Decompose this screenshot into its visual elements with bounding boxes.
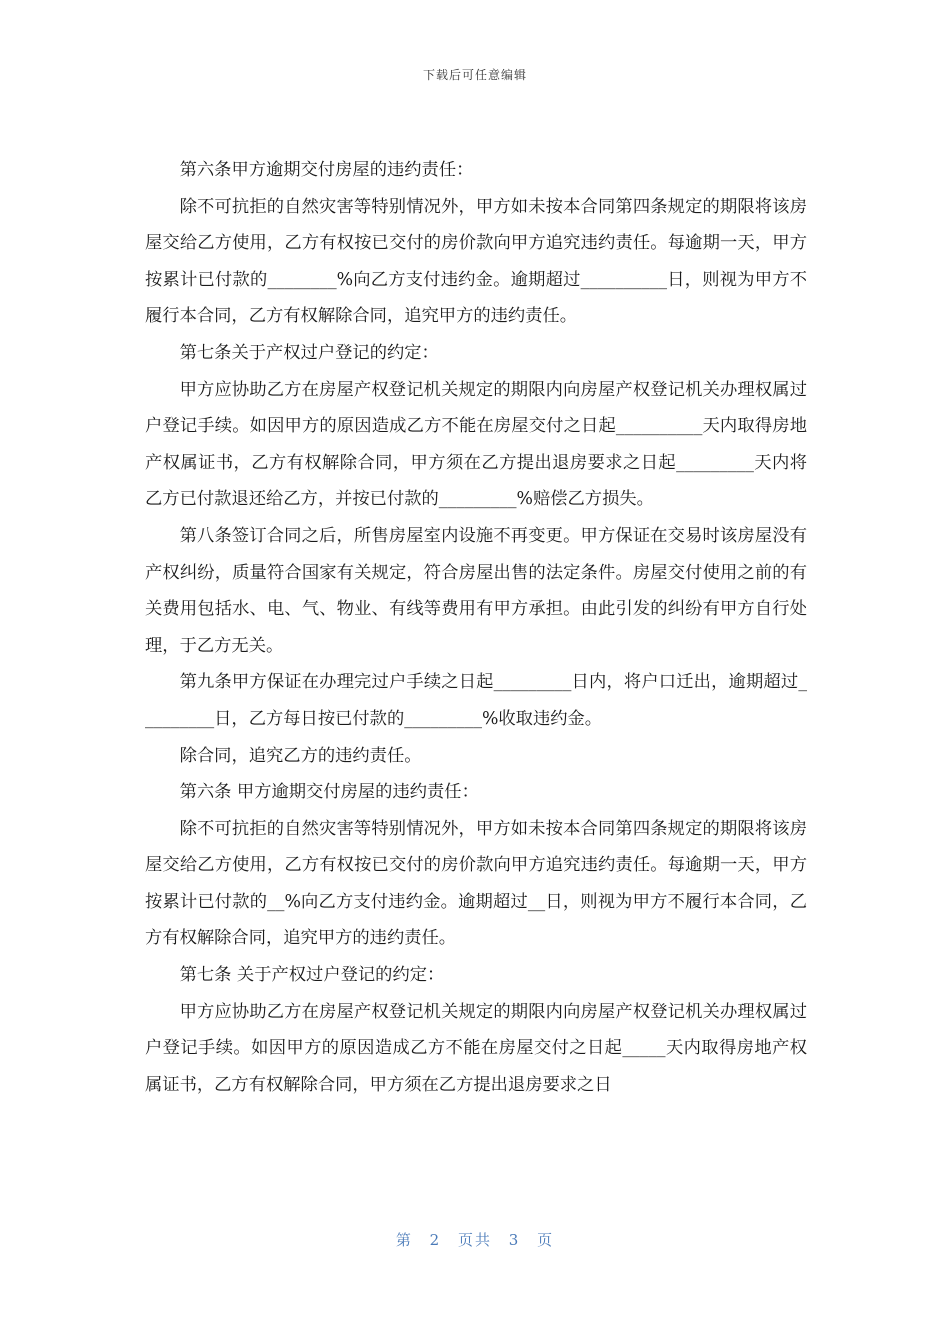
page-number: 第 2 页共 3 页 xyxy=(395,1231,555,1249)
article-7-body: 甲方应协助乙方在房屋产权登记机关规定的期限内向房屋产权登记机关办理权属过户登记手续。如因甲方的原因造成乙方不能在房屋交付之日起__________天内取得房地产权属证书，乙方有权解除合同，甲方须在乙方提出退房要求之日起_________天内将乙方已付款退还给乙方，并按已付款的_________%赔偿乙方损失。 xyxy=(145,379,807,510)
article-6-title: 第六条甲方逾期交付房屋的违约责任： xyxy=(179,160,474,180)
article-6-title-repeat: 第六条 甲方逾期交付房屋的违约责任： xyxy=(179,782,479,803)
document-body xyxy=(145,152,807,1103)
page-header: 下载后可任意编辑 xyxy=(422,68,527,82)
article-6-body: 除不可抗拒的自然灾害等特别情况外，甲方如未按本合同第四条规定的期限将该房屋交给乙方使用，乙方有权按已交付的房价款向甲方追究违约责任。每逾期一天，甲方按累计已付款的________%向乙方支付违约金。逾期超过__________日，则视为甲方不履行本合同，乙方有权解除合同，追究甲方的违约责任。 xyxy=(145,196,807,327)
article-7-title-repeat: 第七条 关于产权过户登记的约定： xyxy=(179,965,445,986)
article-6-body-repeat: 除不可抗拒的自然灾害等特别情况外，甲方如未按本合同第四条规定的期限将该房屋交给乙方使用，乙方有权按已交付的房价款向甲方追究违约责任。每逾期一天，甲方按累计已付款的__%向乙方支付违约金。逾期超过__日，则视为甲方不履行本合同，乙方有权解除合同，追究甲方的违约责任。 xyxy=(145,818,807,949)
article-7-body-repeat: 甲方应协助乙方在房屋产权登记机关规定的期限内向房屋产权登记机关办理权属过户登记手续。如因甲方的原因造成乙方不能在房屋交付之日起_____天内取得房地产权属证书，乙方有权解除合同，甲方须在乙方提出退房要求之日 xyxy=(145,1001,807,1095)
article-8-body: 第八条签订合同之后，所售房屋室内设施不再变更。甲方保证在交易时该房屋没有产权纠纷，质量符合国家有关规定，符合房屋出售的法定条件。房屋交付使用之前的有关费用包括水、电、气、物业、有线等费用有甲方承担。由此引发的纠纷有甲方自行处理，于乙方无关。 xyxy=(145,525,807,656)
article-7-title: 第七条关于产权过户登记的约定： xyxy=(179,342,439,363)
article-9-body: 第九条甲方保证在办理完过户手续之日起_________日内，将户口迁出，逾期超过_________日，乙方每日按已付款的_________%收取违约金。 xyxy=(145,672,807,729)
termination-clause: 除合同，追究乙方的违约责任。 xyxy=(179,745,422,766)
